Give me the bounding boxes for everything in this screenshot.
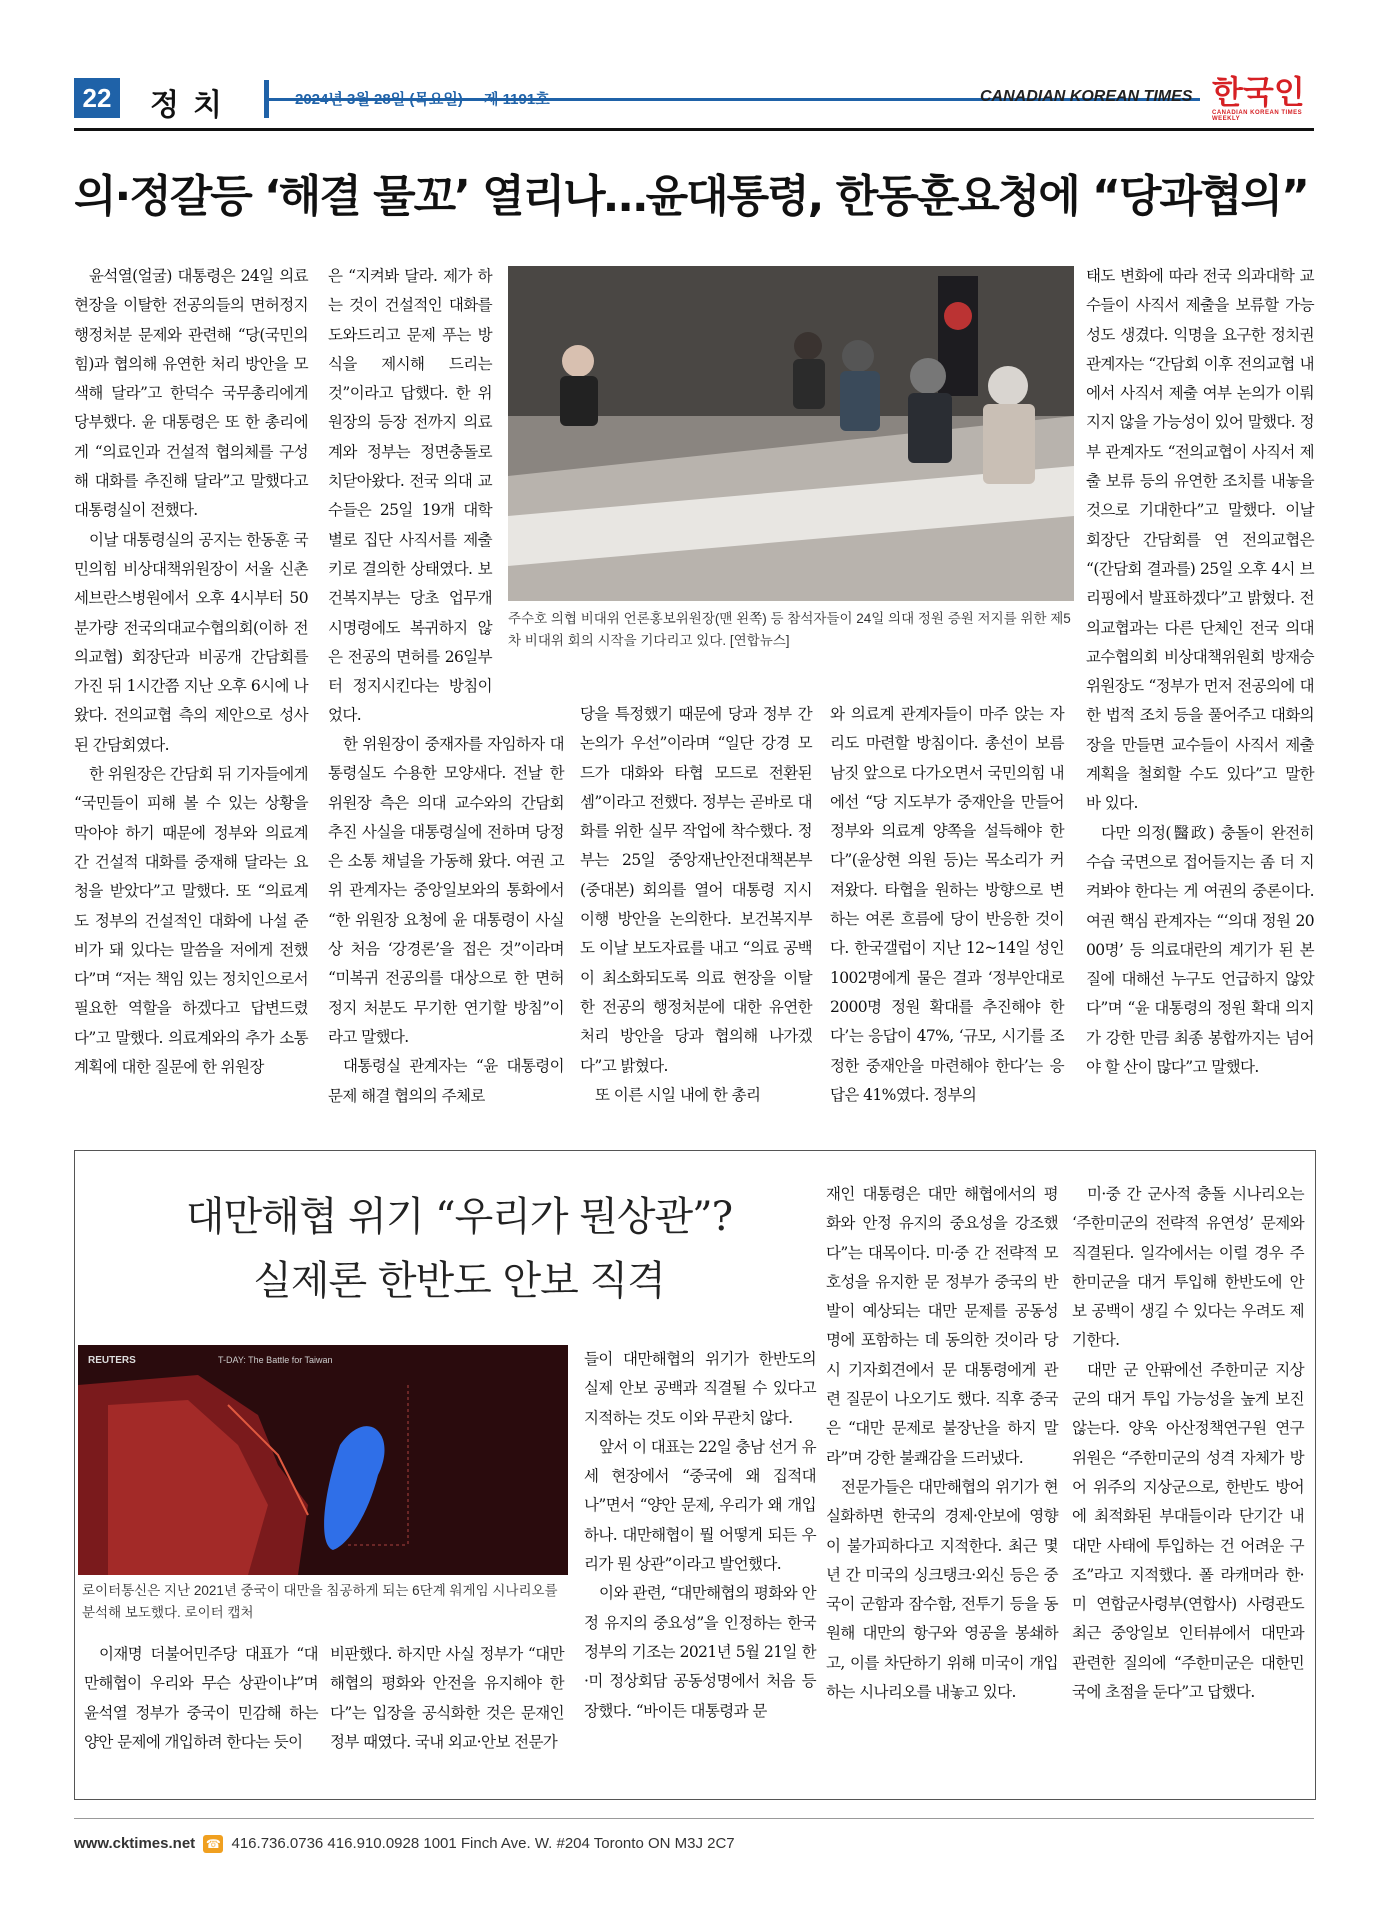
map-caption: 로이터통신은 지난 2021년 중국이 대만을 침공하게 되는 6단계 워게임 시나리오를 분석해 보도했다. 로이터 캡처 — [82, 1583, 558, 1620]
paragraph: 또 이른 시일 내에 한 총리 — [595, 1085, 761, 1104]
article2-headline-line2: 실제론 한반도 안보 직격 — [253, 1258, 665, 1304]
article2-headline-line1: 대만해협 위기 “우리가 뭔상관”? — [185, 1194, 733, 1240]
paragraph: 미·중 간 군사적 충돌 시나리오는 ‘주한미군의 전략적 유연성’ 문제와 직결된다. 일각에서는 이럴 경우 주한미군을 대거 투입해 한반도에 안보 공백이 생길 수 있다는 우려도 제기한다. — [1072, 1185, 1304, 1350]
paragraph: 태도 변화에 따라 전국 의과대학 교수들이 사직서 제출을 보류할 가능성도 생겼다. 익명을 요구한 정치권 관계자는 “간담회 이후 전의교협 내에서 사직서 제출 여부 논의가 이뤄지지 않을 가능성이 있어 말했다. 정부 관계자도 “전의교협이 사직서 제출 보류 등의 유연한 조치를 내놓을 것으로 기대한다”고 말했다. 이날 회장단 간담회를 연 전의교협은 “(간담회 결과를) 25일 오후 4시 브리핑에서 발표하겠다”고 밝혔다. 전의교협과는 다른 단체인 전국 의대 교수협의회 비상대책위원회 방재승 위원장도 “정부가 먼저 전공의에 대한 법적 조치 등을 풀어주고 대화의 장을 만들면 교수들이 사직서 제출 계획을 철회할 수도 있다”고 말한 바 있다. — [1086, 267, 1314, 813]
paragraph: 비판했다. 하지만 사실 정부가 “대만해협의 평화와 안전을 유지해야 한다”는 입장을 공식화한 것은 문재인 정부 때였다. 국내 외교·안보 전문가 — [330, 1645, 564, 1751]
footer — [74, 1835, 735, 1853]
paragraph: 은 “지켜봐 달라. 제가 하는 것이 건설적인 대화를 도와드리고 문제 푸는 방식을 제시해 드리는 것”이라고 답했다. 한 위원장의 등장 전까지 의료계와 정부는 정면충돌로 치닫아왔다. 전국 의대 교수들은 25일 19개 대학별로 집단 사직서를 제출키로 결의한 상태였다. 보건복지부는 당초 업무개시명령에도 복귀하지 않은 전공의 면허를 26일부터 정지시킨다는 방침이었다. — [328, 267, 492, 725]
contact-info: 416.736.0736 416.910.0928 1001 Finch Ave. W. #204 Toronto ON M3J 2C7 — [231, 1835, 735, 1852]
paragraph: 한 위원장이 중재자를 자임하자 대통령실도 수용한 모양새다. 전날 한 위원장 측은 의대 교수와의 간담회 추진 사실을 대통령실에 전하며 당정은 소통 채널을 가동해 왔다. 여권 고위 관계자는 중앙일보와의 통화에서 “한 위원장 요청에 윤 대통령이 사실상 처음 ‘강경론’을 접은 것”이라며 “미복귀 전공의를 대상으로 한 면허정지 처분도 무기한 연기할 방침”이라고 말했다. — [328, 735, 564, 1046]
meeting-photo-illustration — [508, 266, 1074, 601]
logo-text: 한국인 — [1212, 73, 1305, 111]
map-brand: REUTERS — [88, 1355, 136, 1366]
paragraph: 와 의료계 관계자들이 마주 앉는 자리도 마련할 방침이다. 총선이 보름 남짓 앞으로 다가오면서 국민의힘 내에선 “당 지도부가 중재안을 만들어 정부와 의료계 양쪽을 설득해야 한다”(윤상현 의원 등)는 목소리가 커져왔다. 타협을 원하는 방향으로 변하는 여론 흐름에 당이 반응한 것이다. 한국갤럽이 지난 12~14일 성인 1002명에게 물은 결과 ‘정부안대로 2000명 정원 확대를 추진해야 한다’는 응답이 47%, ‘규모, 시기를 조정한 중재안을 마련해야 한다’는 응답은 41%였다. 정부의 — [830, 705, 1064, 1104]
article1-column-1 — [74, 262, 308, 1082]
phone-icon: ☎ — [203, 1835, 223, 1853]
paragraph: 이재명 더불어민주당 대표가 “대만해협이 우리와 무슨 상관이냐”며 윤석열 정부가 중국이 민감해 하는 양안 문제에 개입하려 한다는 듯이 — [84, 1645, 318, 1751]
paragraph: 대통령실 관계자는 “윤 대통령이 문제 해결 협의의 주체로 — [328, 1057, 564, 1105]
map-illustration — [78, 1345, 568, 1575]
paragraph: 대만 군 안팎에선 주한미군 지상군의 대거 투입 가능성을 높게 보진 않는다. 양욱 아산정책연구원 연구위원은 “주한미군의 성격 자체가 방어 위주의 지상군으로, 한반도 방어에 최적화된 부대들이라 단기간 내 대만 사태에 투입하는 건 어려운 구조”라고 지적했다. 폴 라캐머라 한·미 연합군사령부(연합사) 사령관도 최근 중앙일보 인터뷰에서 대만과 관련한 질의에 “주한미군은 대한민국에 초점을 둔다”고 답했다. — [1072, 1360, 1304, 1702]
article2-column-3 — [584, 1345, 816, 1726]
article2-headline — [134, 1185, 784, 1313]
taiwan-wargame-map — [78, 1345, 568, 1575]
page-number: 22 — [74, 78, 120, 118]
paragraph: 이날 대통령실의 공지는 한동훈 국민의힘 비상대책위원장이 서울 신촌세브란스병원에서 오후 4시부터 50분가량 전국의대교수협의회(이하 전의교협) 회장단과 비공개 간담회를 가진 뒤 1시간쯤 지난 오후 6시에 나왔다. 전의교협 측의 제안으로 성사된 간담회였다. — [74, 530, 308, 754]
issue-date: 2024년 3월 28일 (목요일) — [295, 91, 463, 108]
map-title: T-DAY: The Battle for Taiwan — [218, 1355, 333, 1365]
article-headline: 의·정갈등 ‘해결 물꼬’ 열리나…윤대통령, 한동훈요청에 “당과협의” — [74, 171, 1308, 222]
article1-column-2b — [328, 730, 564, 1111]
article2-column-4 — [826, 1180, 1058, 1707]
photo-caption: 주수호 의협 비대위 언론홍보위원장(맨 왼쪽) 등 참석자들이 24일 의대 정원 증원 저지를 위한 제5차 비대위 회의 시작을 기다리고 있다. [연합뉴스] — [508, 611, 1071, 648]
header-bottom-rule — [74, 128, 1314, 131]
article2-column-1 — [84, 1640, 318, 1757]
paragraph: 이와 관련, “대만해협의 평화와 안정 유지의 중요성”을 인정하는 한국 정부의 기조는 2021년 5월 21일 한·미 정상회담 공동성명에서 처음 등장했다. “바이든 대통령과 문 — [584, 1584, 816, 1720]
paragraph: 한 위원장은 간담회 뒤 기자들에게 “국민들이 피해 볼 수 있는 상황을 막아야 하기 때문에 정부와 의료계 간 건설적 대화를 중재해 달라는 요청을 받았다”고 말했다. 또 “의료계도 정부의 건설적인 대화에 나설 준비가 돼 있다는 말씀을 저에게 전했다”며 “저는 책임 있는 정치인으로서 필요한 역할을 하겠다고 답변드렸다”고 말했다. 의료계와의 추가 소통 계획에 대한 질문에 한 위원장 — [74, 765, 308, 1077]
article1-column-3 — [580, 700, 812, 1110]
paragraph: 당을 특정했기 때문에 당과 정부 간 논의가 우선”이라며 “일단 강경 모드가 대화와 타협 모드로 전환된 셈”이라고 전했다. 정부는 곧바로 대화를 위한 실무 작업에 착수했다. 정부는 25일 중앙재난안전대책본부(중대본) 회의를 열어 대통령 지시 이행 방안을 논의한다. 보건복지부도 이날 보도자료를 내고 “의료 공백이 최소화되도록 의료 현장을 이탈한 전공의 행정처분에 대한 유연한 처리 방안을 당과 협의해 나가겠다”고 밝혔다. — [580, 705, 812, 1075]
website-link[interactable]: www.cktimes.net — [74, 1835, 196, 1852]
logo-subtext: CANADIAN KOREAN TIMES WEEKLY — [1212, 110, 1303, 122]
section-title: 정치 — [150, 88, 236, 123]
paragraph: 윤석열(얼굴) 대통령은 24일 의료 현장을 이탈한 전공의들의 면허정지 행정처분 문제와 관련해 “당(국민의힘)과 협의해 유연한 처리 방안을 모색해 달라”고 한덕수 국무총리에게 당부했다. 윤 대통령은 또 한 총리에게 “의료인과 건설적 협의체를 구성해 대화를 추진해 달라”고 말했다고 대통령실이 전했다. — [74, 267, 308, 520]
meeting-photo — [508, 266, 1074, 601]
article2-column-2 — [330, 1640, 564, 1757]
paragraph: 재인 대통령은 대만 해협에서의 평화와 안정 유지의 중요성을 강조했다”는 대목이다. 미·중 간 전략적 모호성을 유지한 문 정부가 중국의 반발이 예상되는 대만 문제를 공동성명에 포함하는 데 동의한 것이라 당시 기자회견에서 문 대통령에게 관련 질문이 나오기도 했다. 직후 중국은 “대만 문제로 불장난을 하지 말라”며 강한 불쾌감을 드러냈다. — [826, 1185, 1058, 1467]
article1-column-4 — [830, 700, 1064, 1110]
paragraph: 들이 대만해협의 위기가 한반도의 실제 안보 공백과 직결될 수 있다고 지적하는 것도 이와 무관치 않다. — [584, 1350, 816, 1427]
article1-column-2a — [328, 262, 492, 731]
article2-column-5 — [1072, 1180, 1304, 1707]
paper-logo — [1212, 74, 1322, 124]
paper-name: CANADIAN KOREAN TIMES — [980, 88, 1193, 105]
issue-number: 제 1191호 — [484, 91, 550, 108]
paragraph: 앞서 이 대표는 22일 충남 선거 유세 현장에서 “중국에 왜 집적대나”면서 “양안 문제, 우리가 왜 개입하나. 대만해협이 뭘 어떻게 되든 우리가 뭔 상관”이라고 발언했다. — [584, 1437, 816, 1574]
paragraph: 다만 의정(醫政) 충돌이 완전히 수습 국면으로 접어들지는 좀 더 지켜봐야 한다는 게 여권의 중론이다. 여권 핵심 관계자는 “‘의대 정원 2000명’ 등 의료대란의 계기가 된 본질에 대해선 누구도 언급하지 않았다”며 “윤 대통령의 정원 확대 의지가 강한 만큼 최종 봉합까지는 넘어야 할 산이 많다”고 말했다. — [1086, 823, 1314, 1077]
footer-rule — [74, 1818, 1314, 1819]
paragraph: 전문가들은 대만해협의 위기가 현실화하면 한국의 경제·안보에 영향이 불가피하다고 지적한다. 최근 몇년 간 미국의 싱크탱크·외신 등은 중국이 군함과 잠수함, 전투기 등을 동원해 대만의 항구와 영공을 봉쇄하고, 이를 차단하기 위해 미국이 개입하는 시나리오를 내놓고 있다. — [826, 1477, 1058, 1702]
article1-column-5 — [1086, 262, 1314, 1082]
